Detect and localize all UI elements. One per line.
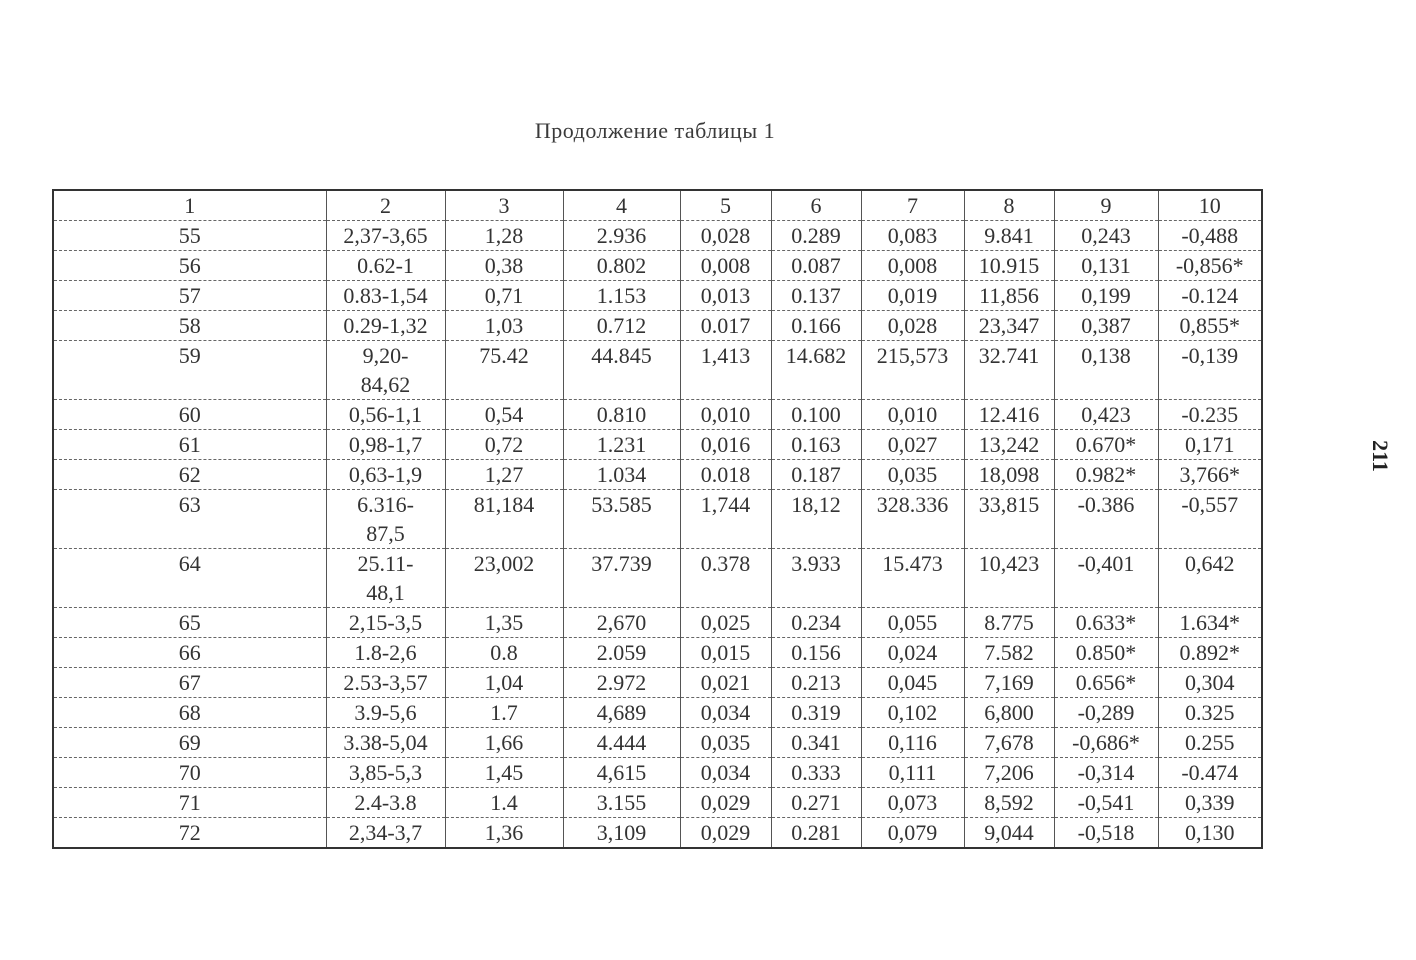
table-cell: 0.29-1,32 bbox=[326, 311, 445, 341]
table-cell: 0.802 bbox=[563, 251, 680, 281]
table-cell: 1.153 bbox=[563, 281, 680, 311]
table-cell: 0,138 bbox=[1054, 341, 1158, 400]
table-cell: 2,37-3,65 bbox=[326, 221, 445, 251]
table-cell: 0.234 bbox=[771, 608, 861, 638]
table-cell: 0,63-1,9 bbox=[326, 460, 445, 490]
table-cell: -0.386 bbox=[1054, 490, 1158, 549]
table-cell: 37.739 bbox=[563, 549, 680, 608]
table-row bbox=[53, 251, 1262, 281]
table-row bbox=[53, 490, 1262, 549]
table-cell: 0,304 bbox=[1158, 668, 1262, 698]
table-cell: 0.633* bbox=[1054, 608, 1158, 638]
table-cell: 0.271 bbox=[771, 788, 861, 818]
table-cell: 0,72 bbox=[445, 430, 563, 460]
table-cell: 7.582 bbox=[964, 638, 1054, 668]
table-cell: 53.585 bbox=[563, 490, 680, 549]
table-cell: 0.62-1 bbox=[326, 251, 445, 281]
table-cell: 0,027 bbox=[861, 430, 964, 460]
table-cell: 0,423 bbox=[1054, 400, 1158, 430]
table-cell: 0,130 bbox=[1158, 818, 1262, 849]
table-cell: 56 bbox=[53, 251, 326, 281]
table-cell: 18,098 bbox=[964, 460, 1054, 490]
table-cell: 2,34-3,7 bbox=[326, 818, 445, 849]
table-cell: 0.087 bbox=[771, 251, 861, 281]
table-cell: 71 bbox=[53, 788, 326, 818]
table-cell: 2.53-3,57 bbox=[326, 668, 445, 698]
table-cell: 1,03 bbox=[445, 311, 563, 341]
table-cell: 0,111 bbox=[861, 758, 964, 788]
table-cell: 3,109 bbox=[563, 818, 680, 849]
table-cell: 0.982* bbox=[1054, 460, 1158, 490]
table-cell: 3.9-5,6 bbox=[326, 698, 445, 728]
table-cell: 4,615 bbox=[563, 758, 680, 788]
table-cell: 0,083 bbox=[861, 221, 964, 251]
table-cell: 11,856 bbox=[964, 281, 1054, 311]
table-row bbox=[53, 818, 1262, 849]
table-cell: -0,401 bbox=[1054, 549, 1158, 608]
table-cell: 2,15-3,5 bbox=[326, 608, 445, 638]
table-cell: 1.634* bbox=[1158, 608, 1262, 638]
table-cell: 67 bbox=[53, 668, 326, 698]
table-cell: 2.936 bbox=[563, 221, 680, 251]
table-cell: 0,034 bbox=[680, 698, 771, 728]
table-cell: 0.281 bbox=[771, 818, 861, 849]
column-header: 8 bbox=[964, 190, 1054, 221]
table-cell: 6.316- 87,5 bbox=[326, 490, 445, 549]
table-cell: 0,045 bbox=[861, 668, 964, 698]
table-cell: 0,010 bbox=[680, 400, 771, 430]
table-cell: 32.741 bbox=[964, 341, 1054, 400]
table-cell: 0.289 bbox=[771, 221, 861, 251]
table-cell: 33,815 bbox=[964, 490, 1054, 549]
table-cell: 0,339 bbox=[1158, 788, 1262, 818]
table-cell: 1,45 bbox=[445, 758, 563, 788]
table-cell: 0.100 bbox=[771, 400, 861, 430]
table-row bbox=[53, 221, 1262, 251]
table-row bbox=[53, 758, 1262, 788]
table-cell: 1,744 bbox=[680, 490, 771, 549]
table-cell: 0.319 bbox=[771, 698, 861, 728]
table-row bbox=[53, 341, 1262, 400]
column-header: 4 bbox=[563, 190, 680, 221]
table-cell: 4.444 bbox=[563, 728, 680, 758]
table-cell: 62 bbox=[53, 460, 326, 490]
table-cell: 328.336 bbox=[861, 490, 964, 549]
table-cell: -0,856* bbox=[1158, 251, 1262, 281]
table-cell: 0,71 bbox=[445, 281, 563, 311]
table-cell: 0.8 bbox=[445, 638, 563, 668]
table-cell: 0,029 bbox=[680, 818, 771, 849]
table-cell: 3.933 bbox=[771, 549, 861, 608]
table-cell: 0,024 bbox=[861, 638, 964, 668]
table-cell: 6,800 bbox=[964, 698, 1054, 728]
table-cell: 0,008 bbox=[680, 251, 771, 281]
table-cell: 64 bbox=[53, 549, 326, 608]
table-cell: 0.850* bbox=[1054, 638, 1158, 668]
table-cell: -0,686* bbox=[1054, 728, 1158, 758]
column-header: 10 bbox=[1158, 190, 1262, 221]
table-cell: 0.670* bbox=[1054, 430, 1158, 460]
column-header: 3 bbox=[445, 190, 563, 221]
table-row bbox=[53, 311, 1262, 341]
table-cell: 7,206 bbox=[964, 758, 1054, 788]
table-cell: 1,66 bbox=[445, 728, 563, 758]
table-cell: 0.333 bbox=[771, 758, 861, 788]
table-cell: -0.474 bbox=[1158, 758, 1262, 788]
table-cell: 44.845 bbox=[563, 341, 680, 400]
table-cell: 0,38 bbox=[445, 251, 563, 281]
table-cell: 70 bbox=[53, 758, 326, 788]
table-cell: 0,035 bbox=[861, 460, 964, 490]
table-cell: 60 bbox=[53, 400, 326, 430]
table-cell: 1.4 bbox=[445, 788, 563, 818]
table-cell: 1,04 bbox=[445, 668, 563, 698]
table-cell: 0.187 bbox=[771, 460, 861, 490]
table-cell: 12.416 bbox=[964, 400, 1054, 430]
table-cell: 0.017 bbox=[680, 311, 771, 341]
table-row bbox=[53, 430, 1262, 460]
table-cell: 1.7 bbox=[445, 698, 563, 728]
table-cell: 58 bbox=[53, 311, 326, 341]
table-cell: 215,573 bbox=[861, 341, 964, 400]
table-cell: -0,314 bbox=[1054, 758, 1158, 788]
table-cell: 8,592 bbox=[964, 788, 1054, 818]
table-cell: 0,028 bbox=[680, 221, 771, 251]
table-cell: 3.155 bbox=[563, 788, 680, 818]
table-cell: 0,54 bbox=[445, 400, 563, 430]
table-cell: 72 bbox=[53, 818, 326, 849]
table-row bbox=[53, 460, 1262, 490]
table-cell: 0.378 bbox=[680, 549, 771, 608]
table-row bbox=[53, 788, 1262, 818]
table-cell: 3,85-5,3 bbox=[326, 758, 445, 788]
table-row bbox=[53, 728, 1262, 758]
table-cell: 10.915 bbox=[964, 251, 1054, 281]
table-cell: 0,199 bbox=[1054, 281, 1158, 311]
table-cell: 0,171 bbox=[1158, 430, 1262, 460]
table-cell: 2.972 bbox=[563, 668, 680, 698]
table-cell: 2.4-3.8 bbox=[326, 788, 445, 818]
table-cell: -0,289 bbox=[1054, 698, 1158, 728]
table-cell: 0,055 bbox=[861, 608, 964, 638]
table-cell: 66 bbox=[53, 638, 326, 668]
table-cell: 55 bbox=[53, 221, 326, 251]
table-cell: 18,12 bbox=[771, 490, 861, 549]
table-cell: 0.712 bbox=[563, 311, 680, 341]
table-row bbox=[53, 400, 1262, 430]
table-cell: 0,243 bbox=[1054, 221, 1158, 251]
table-cell: 3,766* bbox=[1158, 460, 1262, 490]
table-cell: -0,139 bbox=[1158, 341, 1262, 400]
column-header: 9 bbox=[1054, 190, 1158, 221]
table-cell: 23,002 bbox=[445, 549, 563, 608]
table-cell: 1,35 bbox=[445, 608, 563, 638]
table-cell: -0,541 bbox=[1054, 788, 1158, 818]
table-cell: 63 bbox=[53, 490, 326, 549]
table-cell: 15.473 bbox=[861, 549, 964, 608]
table-cell: 0.166 bbox=[771, 311, 861, 341]
table-cell: -0.124 bbox=[1158, 281, 1262, 311]
column-header: 6 bbox=[771, 190, 861, 221]
table-cell: 0,028 bbox=[861, 311, 964, 341]
table-cell: 0,855* bbox=[1158, 311, 1262, 341]
table-cell: -0,518 bbox=[1054, 818, 1158, 849]
table-cell: 0,642 bbox=[1158, 549, 1262, 608]
table-cell: 3.38-5,04 bbox=[326, 728, 445, 758]
table-cell: 0,079 bbox=[861, 818, 964, 849]
table-cell: 1.231 bbox=[563, 430, 680, 460]
table-cell: 0,116 bbox=[861, 728, 964, 758]
table-cell: 0.810 bbox=[563, 400, 680, 430]
table-cell: 2,670 bbox=[563, 608, 680, 638]
table-cell: 2.059 bbox=[563, 638, 680, 668]
table-cell: 9,20- 84,62 bbox=[326, 341, 445, 400]
table-cell: 13,242 bbox=[964, 430, 1054, 460]
table-cell: 1,28 bbox=[445, 221, 563, 251]
page-number: 211 bbox=[1368, 440, 1393, 472]
table-cell: 0.213 bbox=[771, 668, 861, 698]
table-cell: 69 bbox=[53, 728, 326, 758]
table-cell: 1,413 bbox=[680, 341, 771, 400]
table-row bbox=[53, 698, 1262, 728]
column-header: 5 bbox=[680, 190, 771, 221]
table-cell: 65 bbox=[53, 608, 326, 638]
table-cell: 0,035 bbox=[680, 728, 771, 758]
table-cell: 9,044 bbox=[964, 818, 1054, 849]
table-cell: 0,010 bbox=[861, 400, 964, 430]
table-cell: 14.682 bbox=[771, 341, 861, 400]
column-header: 2 bbox=[326, 190, 445, 221]
table-cell: 1.8-2,6 bbox=[326, 638, 445, 668]
table-cell: 0.892* bbox=[1158, 638, 1262, 668]
table-cell: 0,013 bbox=[680, 281, 771, 311]
table-cell: 0,019 bbox=[861, 281, 964, 311]
table-row bbox=[53, 668, 1262, 698]
table-cell: 23,347 bbox=[964, 311, 1054, 341]
table-cell: 9.841 bbox=[964, 221, 1054, 251]
table-cell: 0,034 bbox=[680, 758, 771, 788]
table-cell: -0,557 bbox=[1158, 490, 1262, 549]
table-cell: 0.255 bbox=[1158, 728, 1262, 758]
table-cell: 0,131 bbox=[1054, 251, 1158, 281]
table-cell: 0.341 bbox=[771, 728, 861, 758]
table-cell: 0,016 bbox=[680, 430, 771, 460]
table-cell: 0,021 bbox=[680, 668, 771, 698]
table-cell: 0.83-1,54 bbox=[326, 281, 445, 311]
table-cell: 4,689 bbox=[563, 698, 680, 728]
table-cell: 1,27 bbox=[445, 460, 563, 490]
table-cell: 0,029 bbox=[680, 788, 771, 818]
table-cell: 0.163 bbox=[771, 430, 861, 460]
table-cell: 0,073 bbox=[861, 788, 964, 818]
table-cell: 0,025 bbox=[680, 608, 771, 638]
table-cell: 0,015 bbox=[680, 638, 771, 668]
table-cell: 7,169 bbox=[964, 668, 1054, 698]
table-cell: 0,102 bbox=[861, 698, 964, 728]
table-cell: 8.775 bbox=[964, 608, 1054, 638]
table-cell: 0.156 bbox=[771, 638, 861, 668]
table-cell: -0,488 bbox=[1158, 221, 1262, 251]
table-cell: 68 bbox=[53, 698, 326, 728]
table-row bbox=[53, 638, 1262, 668]
table-cell: 57 bbox=[53, 281, 326, 311]
column-header: 1 bbox=[53, 190, 326, 221]
table-cell: 0,008 bbox=[861, 251, 964, 281]
table-cell: 0.656* bbox=[1054, 668, 1158, 698]
table-cell: 75.42 bbox=[445, 341, 563, 400]
table-cell: -0.235 bbox=[1158, 400, 1262, 430]
table-cell: 1,36 bbox=[445, 818, 563, 849]
table-cell: 0,98-1,7 bbox=[326, 430, 445, 460]
table-cell: 7,678 bbox=[964, 728, 1054, 758]
table-cell: 0.018 bbox=[680, 460, 771, 490]
table-row bbox=[53, 549, 1262, 608]
table-cell: 59 bbox=[53, 341, 326, 400]
table-cell: 25.11- 48,1 bbox=[326, 549, 445, 608]
header-row bbox=[53, 190, 1262, 221]
table-cell: 0,387 bbox=[1054, 311, 1158, 341]
table-cell: 61 bbox=[53, 430, 326, 460]
table-cell: 0,56-1,1 bbox=[326, 400, 445, 430]
table-cell: 1.034 bbox=[563, 460, 680, 490]
column-header: 7 bbox=[861, 190, 964, 221]
table-cell: 10,423 bbox=[964, 549, 1054, 608]
data-table bbox=[52, 189, 1263, 849]
table-row bbox=[53, 608, 1262, 638]
table-cell: 81,184 bbox=[445, 490, 563, 549]
table-caption: Продолжение таблицы 1 bbox=[534, 118, 776, 143]
table-row bbox=[53, 281, 1262, 311]
table-cell: 0.137 bbox=[771, 281, 861, 311]
table-cell: 0.325 bbox=[1158, 698, 1262, 728]
